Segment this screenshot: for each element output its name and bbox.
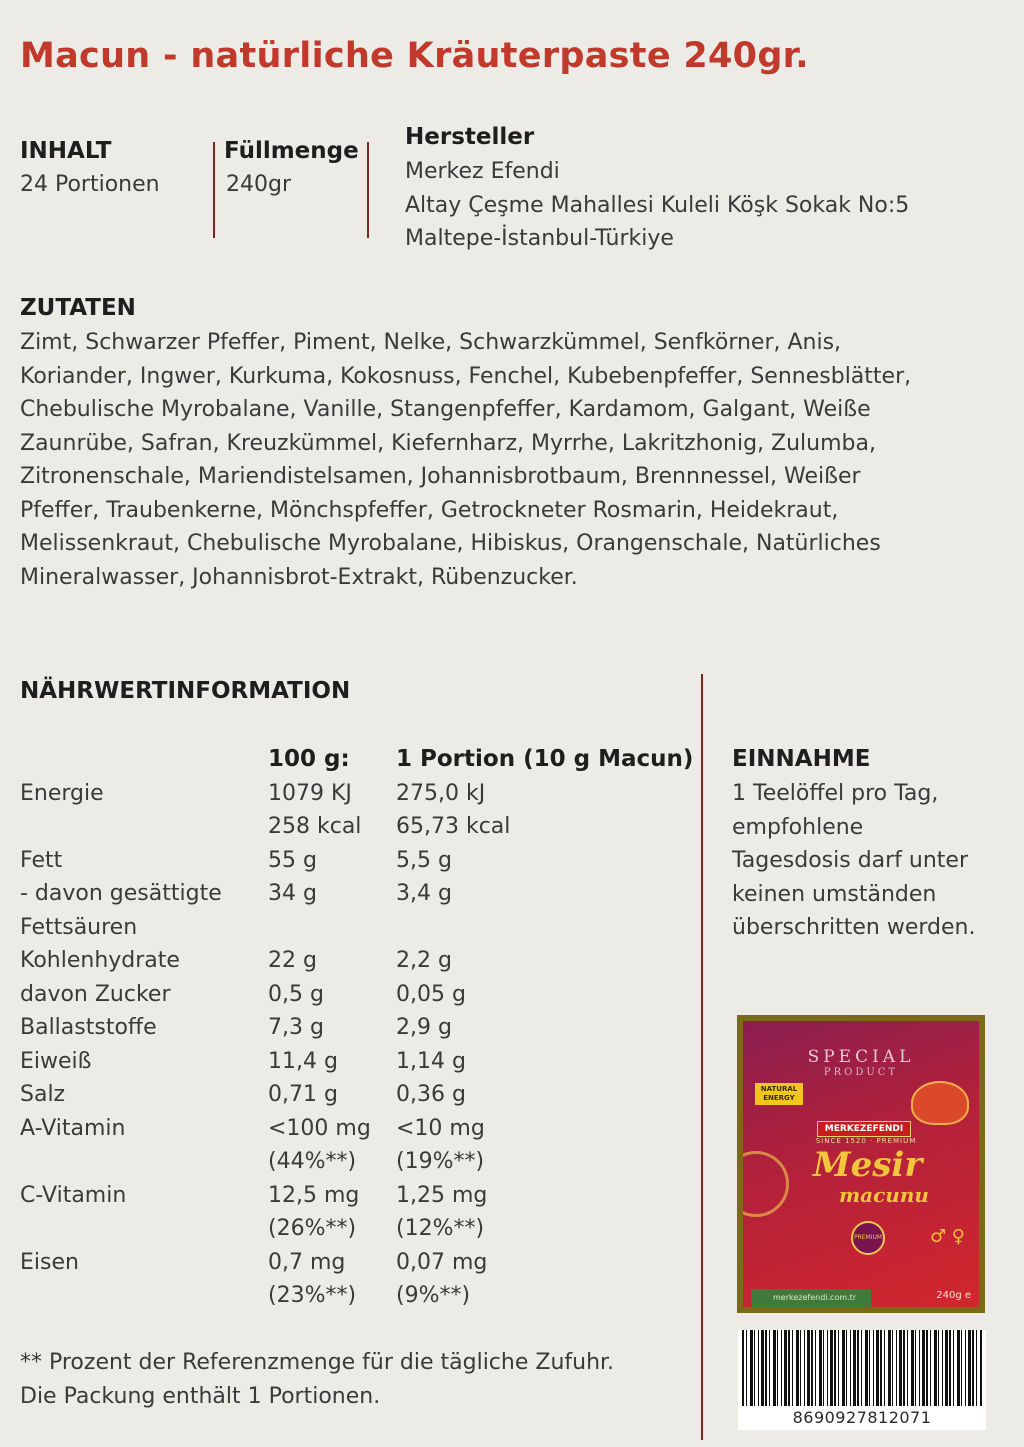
- package-special: SPECIAL: [807, 1047, 915, 1067]
- zutaten-line: Zimt, Schwarzer Pfeffer, Piment, Nelke, Schwarzkümmel, Senfkörner, Anis,: [20, 330, 842, 355]
- footnote-line: Die Packung enthält 1 Portionen.: [20, 1383, 381, 1409]
- header-100g: 100 g:: [268, 746, 350, 772]
- package-brand: MERKEZEFENDI: [817, 1121, 911, 1137]
- value-100g: 258 kcal: [268, 814, 362, 839]
- value-portion: 5,5 g: [396, 847, 452, 873]
- value-100g: 0,7 mg: [268, 1249, 346, 1275]
- value-portion: 65,73 kcal: [396, 814, 511, 839]
- value-100g: 55 g: [268, 847, 317, 873]
- divider-vertical: [701, 674, 703, 1440]
- nutrient-name: A-Vitamin: [20, 1115, 126, 1141]
- nutrition-row: [20, 844, 700, 878]
- zutaten-line: Chebulische Myrobalane, Vanille, Stangenpfeffer, Kardamom, Galgant, Weiße: [20, 397, 871, 422]
- hersteller-line: Altay Çeşme Mahallesi Kuleli Köşk Sokak No:5: [405, 192, 910, 218]
- nutrient-name: Ballaststoffe: [20, 1015, 157, 1040]
- nutrient-name: Energie: [20, 780, 104, 806]
- value-portion: (12%**): [396, 1216, 485, 1241]
- footnote: [20, 1346, 614, 1413]
- value-100g: 0,71 g: [268, 1082, 338, 1107]
- einnahme-line: keinen umständen: [732, 881, 937, 907]
- value-100g: 7,3 g: [268, 1015, 324, 1040]
- nutrition-row: [20, 1112, 700, 1146]
- package-since: SINCE 1520 · PREMIUM: [815, 1137, 917, 1145]
- value-portion: 2,9 g: [396, 1015, 452, 1040]
- divider-2: [367, 142, 369, 238]
- nutrition-row: [20, 1179, 700, 1213]
- value-100g: (23%**): [268, 1283, 357, 1308]
- value-100g: 0,5 g: [268, 981, 324, 1007]
- package-product: PRODUCT: [823, 1067, 899, 1078]
- nutrient-name: Eiweiß: [20, 1048, 92, 1074]
- nutrient-name: C-Vitamin: [20, 1182, 127, 1208]
- einnahme-label: EINNAHME: [732, 746, 871, 772]
- zutaten-line: Zitronenschale, Mariendistelsamen, Johannisbrotbaum, Brennnessel, Weißer: [20, 464, 861, 489]
- value-portion: 1,14 g: [396, 1048, 466, 1074]
- zutaten-line: Melissenkraut, Chebulische Myrobalane, Hibiskus, Orangenschale, Natürliches: [20, 531, 881, 556]
- package-macunu: macunu: [839, 1183, 929, 1207]
- divider-1: [213, 142, 215, 238]
- zutaten-text: [20, 326, 1010, 594]
- nutrient-name: Salz: [20, 1082, 66, 1107]
- hersteller-line: Maltepe-İstanbul-Türkiye: [405, 226, 674, 251]
- value-100g: 11,4 g: [268, 1048, 338, 1074]
- value-100g: (26%**): [268, 1216, 357, 1241]
- einnahme-line: 1 Teelöffel pro Tag,: [732, 781, 939, 806]
- nutrition-row: [20, 810, 700, 844]
- nutrition-row: [20, 1011, 700, 1045]
- nutrition-row: [20, 978, 700, 1012]
- einnahme-text: [732, 777, 976, 945]
- nutrient-name: Fett: [20, 847, 63, 873]
- nutrient-name: - davon gesättigte: [20, 881, 222, 906]
- nutrition-rows: [20, 777, 700, 1313]
- nutrient-name: Kohlenhydrate: [20, 948, 180, 973]
- value-100g: (44%**): [268, 1149, 357, 1174]
- page-title: Macun - natürliche Kräuterpaste 240gr.: [20, 36, 809, 76]
- value-portion: 0,36 g: [396, 1082, 466, 1107]
- nutrition-row: [20, 1279, 700, 1313]
- value-100g: 34 g: [268, 881, 317, 906]
- package-mesir: Mesir: [813, 1145, 923, 1185]
- hersteller-address: [405, 155, 909, 256]
- nutrient-name: davon Zucker: [20, 981, 171, 1007]
- value-portion: 275,0 kJ: [396, 780, 486, 806]
- package-gender-icon: ♂ ♀: [929, 1226, 965, 1247]
- product-package-image: [737, 1015, 985, 1313]
- value-100g: 22 g: [268, 948, 317, 973]
- package-natural-badge: NATURAL ENERGY: [755, 1083, 803, 1105]
- header-portion: 1 Portion (10 g Macun): [396, 746, 694, 772]
- hersteller-line: Merkez Efendi: [405, 159, 560, 184]
- nutrient-name: Eisen: [20, 1249, 79, 1275]
- zutaten-line: Koriander, Ingwer, Kurkuma, Kokosnuss, Fenchel, Kubebenpfeffer, Sennesblätter,: [20, 363, 912, 389]
- value-portion: (9%**): [396, 1283, 471, 1308]
- package-premium-seal: PREMIUM: [851, 1221, 885, 1255]
- nutrition-row: [20, 877, 700, 911]
- value-portion: 0,05 g: [396, 981, 466, 1007]
- zutaten-line: Pfeffer, Traubenkerne, Mönchspfeffer, Getrockneter Rosmarin, Heidekraut,: [20, 497, 839, 523]
- fuellmenge-value: 240gr: [226, 172, 292, 197]
- einnahme-line: Tagesdosis darf unter: [732, 848, 969, 873]
- fuellmenge-label: Füllmenge: [224, 138, 359, 164]
- value-100g: 1079 KJ: [268, 780, 352, 806]
- zutaten-line: Zaunrübe, Safran, Kreuzkümmel, Kiefernharz, Myrrhe, Lakritzhonig, Zulumba,: [20, 430, 876, 456]
- nutrition-row: [20, 1078, 700, 1112]
- nutrition-row: [20, 1246, 700, 1280]
- naehrwert-label: NÄHRWERTINFORMATION: [20, 678, 351, 704]
- zutaten-label: ZUTATEN: [20, 295, 136, 321]
- einnahme-line: überschritten werden.: [732, 915, 976, 940]
- value-portion: <10 mg: [396, 1115, 485, 1141]
- value-portion: 1,25 mg: [396, 1182, 488, 1208]
- value-portion: 3,4 g: [396, 881, 452, 906]
- nutrition-header: [20, 743, 700, 777]
- swirl-ornament-icon: [737, 1151, 789, 1217]
- barcode-number: 8690927812071: [738, 1406, 986, 1430]
- value-100g: 12,5 mg: [268, 1182, 360, 1208]
- nutrition-row: [20, 1212, 700, 1246]
- value-portion: 2,2 g: [396, 948, 452, 973]
- hersteller-label: Hersteller: [405, 124, 535, 150]
- nutrient-name: Fettsäuren: [20, 914, 138, 940]
- package-weight: 240g e: [936, 1290, 971, 1301]
- nutrition-row: [20, 944, 700, 978]
- inhalt-label: INHALT: [20, 138, 112, 164]
- nutrition-table: [20, 743, 700, 1313]
- einnahme-line: empfohlene: [732, 814, 864, 840]
- value-portion: 0,07 mg: [396, 1249, 488, 1275]
- nutrition-row: [20, 1145, 700, 1179]
- nutrition-row: [20, 911, 700, 945]
- value-100g: <100 mg: [268, 1115, 371, 1141]
- footnote-line: ** Prozent der Referenzmenge für die tägliche Zufuhr.: [20, 1350, 615, 1375]
- inhalt-value: 24 Portionen: [20, 172, 160, 197]
- honey-dipper-icon: [911, 1081, 969, 1125]
- nutrition-row: [20, 777, 700, 811]
- zutaten-line: Mineralwasser, Johannisbrot-Extrakt, Rübenzucker.: [20, 564, 578, 590]
- barcode-icon: [738, 1330, 986, 1406]
- value-portion: (19%**): [396, 1149, 485, 1174]
- nutrition-row: [20, 1045, 700, 1079]
- package-url: merkezefendi.com.tr: [751, 1289, 871, 1307]
